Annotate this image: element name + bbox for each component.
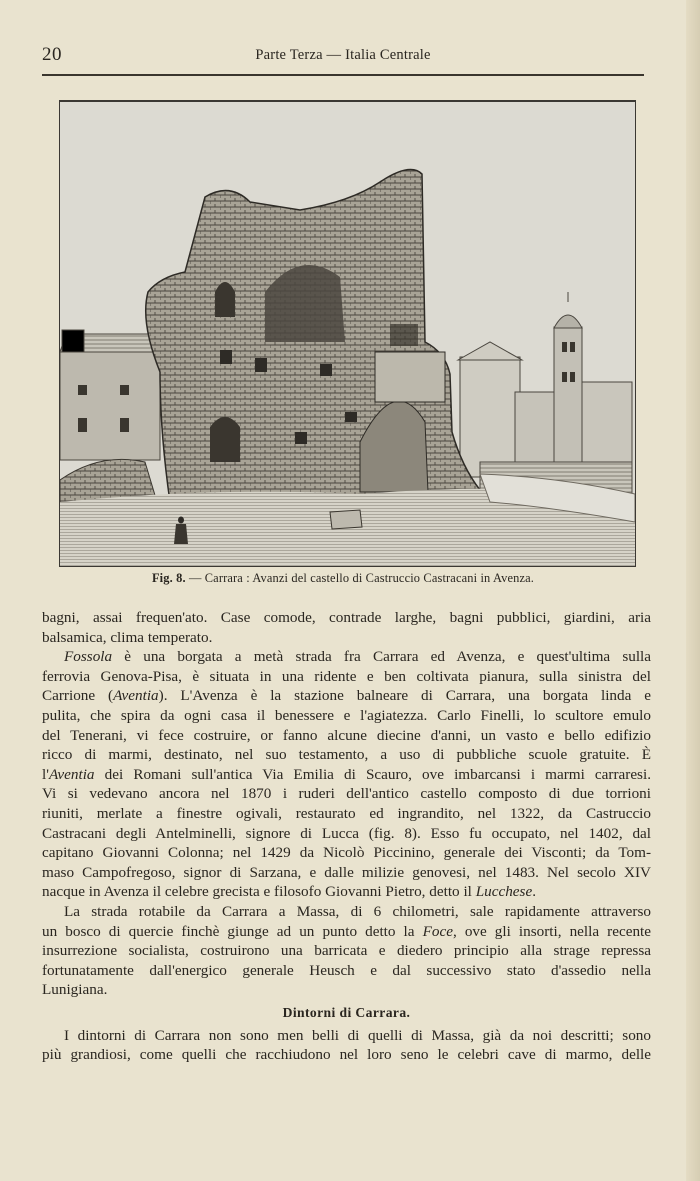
text-line [42, 941, 651, 961]
text-run: capitano Giovanni Colonna; nel 1429 da Nicolò Piccinino, generale dei Visconti; da Tom- [42, 844, 651, 862]
text-line [42, 667, 651, 687]
text-run: I dintorni di Carrara non sono men belli di quelli di Massa, già da noi descritti; sono [64, 1026, 651, 1044]
text-line [42, 765, 651, 785]
italic-term: Aventia [113, 687, 159, 705]
left-houses [60, 330, 160, 460]
figure-label: Fig. 8. [151, 571, 186, 585]
text-line [42, 980, 651, 1000]
text-line [42, 1026, 651, 1046]
text-run: Castracani degli Antelminelli, signore di Lucca (fig. 8). Esso fu occupato, nel 1402, dal [42, 824, 651, 842]
text-run: Lunigiana. [42, 981, 108, 999]
text-line [42, 745, 651, 765]
text-line [42, 902, 651, 922]
text-run: La strada rotabile da Carrara a Massa, di 6 chilometri, sale rapidamente attraverso [64, 902, 651, 920]
text-run: dei Romani sull'antica Via Emilia di Scauro, ove imbarcansi i marmi carraresi. [94, 765, 651, 783]
text-run: pulita, che spira da ogni casa il benessere e l'agiatezza. Carlo Finelli, lo scultore emulo [42, 706, 651, 724]
italic-term: Foce [422, 922, 453, 940]
text-run: balsamica, clima temperato. [42, 628, 213, 646]
text-line [42, 882, 651, 902]
text-line [42, 1045, 651, 1065]
section-heading: Dintorni di Carrara. [282, 1004, 411, 1020]
text-run: fortunatamente dall'energico generale Heusch e dal successivo stato d'assedio nella [42, 961, 651, 979]
text-line [42, 608, 651, 628]
running-head [42, 44, 644, 66]
engraving-illustration [60, 102, 635, 566]
text-line [42, 686, 651, 706]
text-line [42, 922, 651, 942]
text-run: insurrezione socialista, costruirono una barricata e diedero principio alla strage repressa [42, 942, 651, 960]
text-run: del Tenerani, vi fece costruire, or fanno alcune diecine d'anni, un vasto e bello edifizio [42, 726, 651, 744]
text-line [42, 628, 651, 648]
text-line [42, 804, 651, 824]
text-run: ferrovia Genova-Pisa, è situata in una ridente e ben coltivata pianura, sulla sinistra del [42, 667, 651, 685]
text-run: ). L'Avenza è la stazione balneare di Carrara, una borgata linda e [158, 687, 651, 705]
text-line [42, 961, 651, 981]
page-edge-shadow [686, 0, 700, 1181]
italic-term: Fossola [64, 648, 113, 666]
text-run: è una borgata a metà strada fra Carrara ed Avenza, e quest'ultima sulla [112, 648, 651, 666]
text-line [42, 647, 651, 667]
text-run: l' [42, 765, 49, 783]
text-run: Carrione ( [42, 687, 114, 705]
body-text [42, 608, 651, 1065]
text-run: riuniti, merlate a finestre ogivali, restaurato ed ingrandito, nel 1322, da Castruccio [42, 804, 651, 822]
figure-caption-text: — Carrara : Avanzi del castello di Castruccio Castracani in Avenza. [185, 571, 535, 585]
stone-block [330, 510, 362, 529]
running-title: Parte Terza — Italia Centrale [255, 47, 431, 63]
text-run: , ove gli insorti, nella recente [452, 922, 652, 940]
text-run: ricco di marmi, destinato, nel suo testamento, a uso di pubbliche scuole gratuite. È [42, 746, 651, 764]
text-line [42, 726, 651, 746]
text-run: . [532, 883, 536, 901]
text-line [42, 784, 651, 804]
text-run: un bosco di quercie finchè giunge ad un punto detto la [42, 922, 423, 940]
text-line [42, 863, 651, 883]
text-run: maso Campofregoso, signor di Sarzana, e dalle milizie genovesi, nel 1483. Nel secolo XIV [42, 863, 651, 881]
page-number: 20 [42, 44, 62, 65]
text-line [42, 843, 651, 863]
figure-caption [42, 571, 644, 586]
text-run: più grandiosi, come quelli che racchiudono nel loro seno le celebri cave di marmo, delle [42, 1046, 651, 1064]
text-line [42, 824, 651, 844]
text-run: bagni, assai frequen'ato. Case comode, contrade larghe, bagni pubblici, giardini, aria [42, 609, 651, 626]
italic-term: Lucchese [475, 883, 533, 901]
text-run: nacque in Avenza il celebre grecista e filosofo Giovanni Pietro, detto il [42, 883, 476, 901]
text-run: Vi si vedevano ancora nel 1870 i ruderi dell'antico castello composto di due torrioni [42, 785, 651, 803]
italic-term: Aventia [48, 765, 95, 783]
figure-engraving [59, 100, 636, 567]
text-line [42, 706, 651, 726]
header-rule [42, 74, 644, 76]
